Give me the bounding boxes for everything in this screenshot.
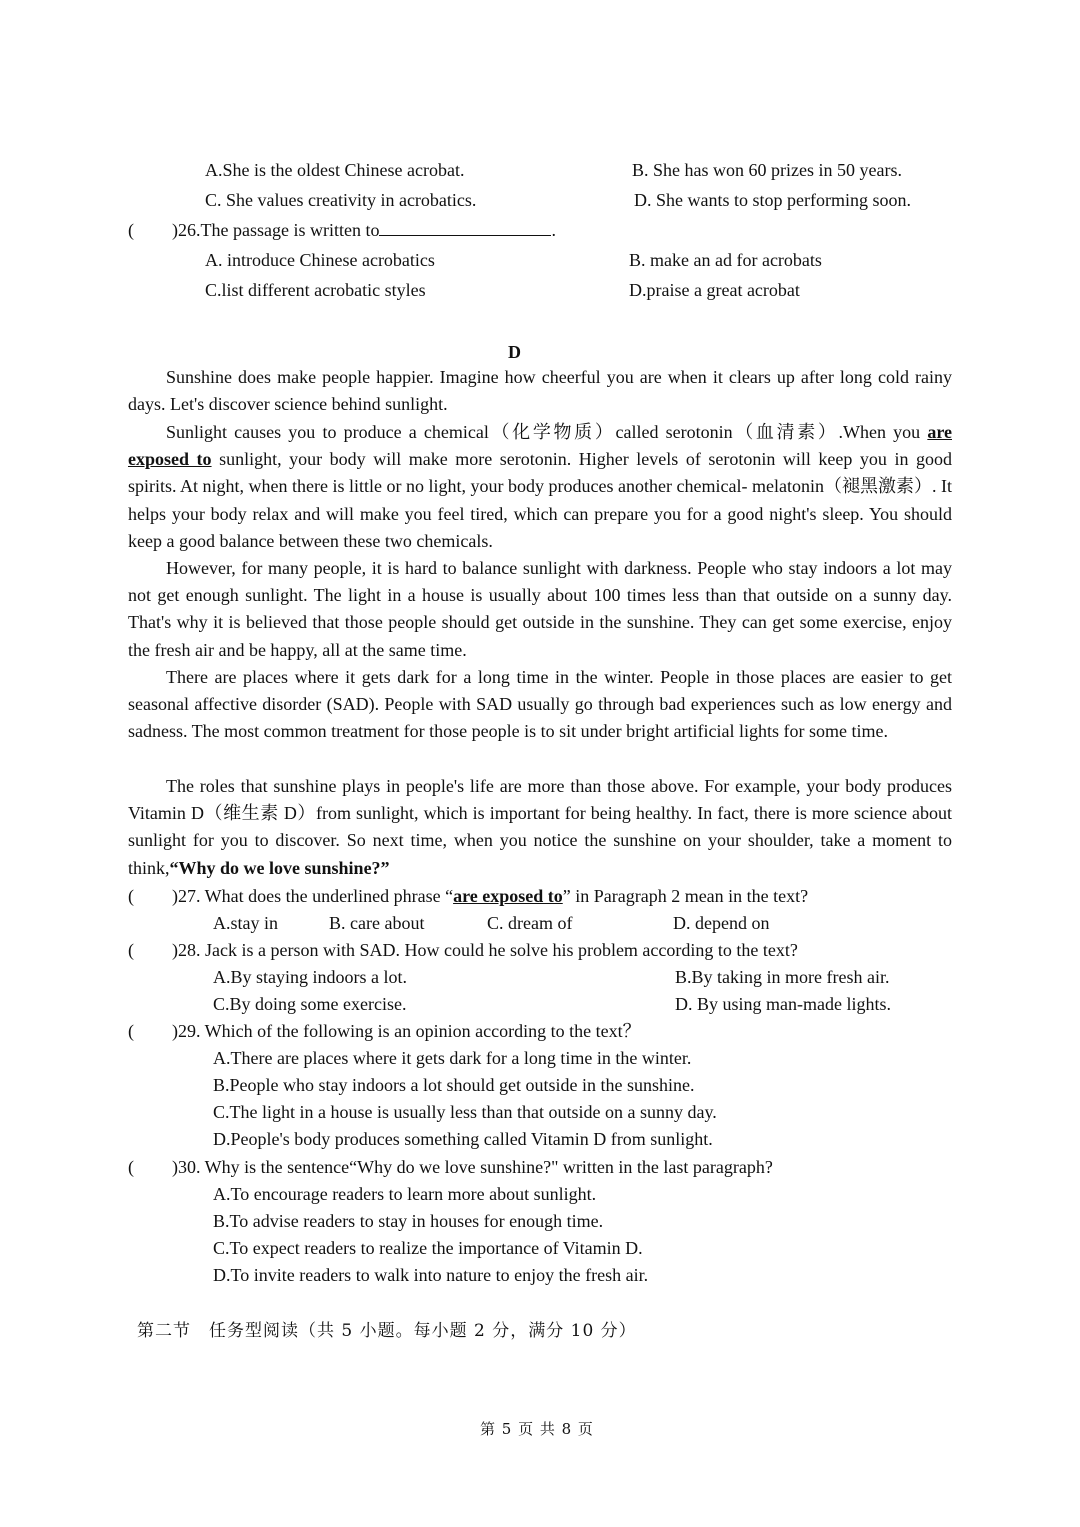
q30-option-c: C.To expect readers to realize the importance of Vitamin D. xyxy=(213,1238,643,1258)
q30-option-a: A.To encourage readers to learn more about sunlight. xyxy=(213,1184,597,1204)
q25-option-c: C. She values creativity in acrobatics. xyxy=(205,190,477,210)
p5-start: The roles that sunshine plays in people's life are more than those above. For example, your body produces Vitamin D（维生素 D）from sunlight, which is important for being healthy. In fact, there is more science about sunlight for you to discover. So next time, when you notice the sunshine on your shoulder, take a moment to think, xyxy=(128,776,952,878)
q28-option-a: A.By staying indoors a lot. xyxy=(213,967,407,987)
p2-start: Sunlight causes you to produce a chemical（化学物质）called serotonin（血清素）.When you xyxy=(166,422,928,442)
q29-answer-bracket: ( xyxy=(128,1021,134,1041)
q27-stem xyxy=(172,885,808,907)
q29-option-d: D.People's body produces something called Vitamin D from sunlight. xyxy=(213,1129,713,1149)
q27-option-b: B. care about xyxy=(329,913,425,933)
q28-answer-bracket: ( xyxy=(128,940,134,960)
q26-number: )26. xyxy=(172,220,201,240)
q26-blank xyxy=(379,219,551,236)
q29-option-c: C.The light in a house is usually less than that outside on a sunny day. xyxy=(213,1102,717,1122)
q30-option-d: D.To invite readers to walk into nature to enjoy the fresh air. xyxy=(213,1265,649,1285)
q26-option-a: A. introduce Chinese acrobatics xyxy=(205,250,435,270)
q28-option-d: D. By using man-made lights. xyxy=(675,994,891,1014)
q26-stem xyxy=(172,219,556,241)
q30-answer-bracket: ( xyxy=(128,1157,134,1177)
q30-stem: )30. Why is the sentence“Why do we love sunshine?" written in the last paragraph? xyxy=(172,1157,773,1177)
q25-option-a: A.She is the oldest Chinese acrobat. xyxy=(205,160,465,180)
q25-option-b: B. She has won 60 prizes in 50 years. xyxy=(632,160,902,180)
passage-paragraph-3: However, for many people, it is hard to balance sunlight with darkness. People who stay indoors a lot may not get enough sunlight. The light in a house is usually about 100 times less than that outside on a sunny day. That's why it is believed that those people should get outside in the sunshine. They can get some exercise, enjoy the fresh air and be happy, all at the same time. xyxy=(128,558,952,660)
q26-option-d: D.praise a great acrobat xyxy=(629,280,800,300)
q26-option-b: B. make an ad for acrobats xyxy=(629,250,822,270)
q27-option-c: C. dream of xyxy=(487,913,573,933)
q28-option-b: B.By taking in more fresh air. xyxy=(675,967,890,987)
q29-option-a: A.There are places where it gets dark for a long time in the winter. xyxy=(213,1048,692,1068)
q26-option-c: C.list different acrobatic styles xyxy=(205,280,426,300)
q26-stem-end: . xyxy=(551,220,556,240)
q29-stem: )29. Which of the following is an opinion according to the text？ xyxy=(172,1021,641,1041)
page-footer: 第 5 页 共 8 页 xyxy=(480,1420,594,1438)
q26-stem-text: The passage is written to xyxy=(200,220,380,240)
q28-option-c: C.By doing some exercise. xyxy=(213,994,407,1014)
passage-paragraph-1: Sunshine does make people happier. Imagine how cheerful you are when it clears up after long cold rainy days. Let's discover science behind sunlight. xyxy=(128,367,952,415)
p2-underlined-phrase: are exposed to xyxy=(128,422,952,470)
q27-stem-start: )27. What does the underlined phrase “ xyxy=(172,886,454,906)
passage-paragraph-4: There are places where it gets dark for a long time in the winter. People in those places are easier to get seasonal affective disorder (SAD). People with SAD usually go through bad experiences such as low energy and sadness. The most common treatment for those people is to sit under bright artificial lights for some time. xyxy=(128,667,952,742)
q27-answer-bracket: ( xyxy=(128,886,134,906)
passage-title: D xyxy=(508,342,521,362)
passage-paragraph-5 xyxy=(128,773,952,882)
q25-option-d: D. She wants to stop performing soon. xyxy=(634,190,911,210)
q28-stem: )28. Jack is a person with SAD. How could he solve his problem according to the text? xyxy=(172,940,798,960)
passage-paragraph-2 xyxy=(128,419,952,555)
q27-stem-end: ” in Paragraph 2 mean in the text? xyxy=(562,886,809,906)
q27-stem-underlined: are exposed to xyxy=(453,886,563,906)
p5-bold-question: “Why do we love sunshine?” xyxy=(169,857,390,878)
q26-answer-bracket: ( xyxy=(128,220,134,240)
q27-option-a: A.stay in xyxy=(213,913,278,933)
q27-option-d: D. depend on xyxy=(673,913,770,933)
q30-option-b: B.To advise readers to stay in houses for enough time. xyxy=(213,1211,604,1231)
section-2-heading: 第二节 任务型阅读（共 5 小题。每小题 2 分，满分 10 分） xyxy=(137,1321,637,1341)
p2-end: sunlight, your body will make more serotonin. Higher levels of serotonin will keep you in good spirits. At night, when there is little or no light, your body produces another chemical- melatonin（褪黑激素）. It helps your body relax and will make you feel tired, which can prepare you for a good night's sleep. You should keep a good balance between these two chemicals. xyxy=(128,449,952,551)
q29-option-b: B.People who stay indoors a lot should get outside in the sunshine. xyxy=(213,1075,695,1095)
